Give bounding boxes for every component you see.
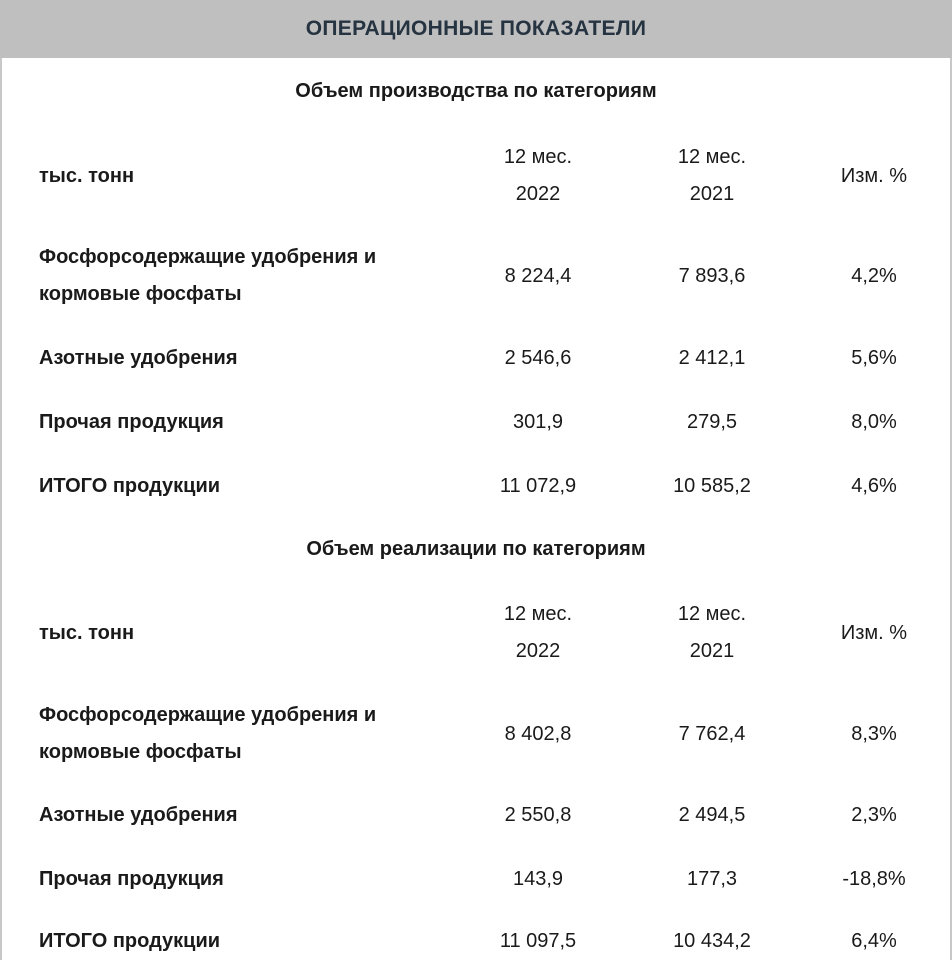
value-2022: 2 546,6	[504, 347, 572, 369]
unit-label: тыс. тонн	[39, 621, 135, 644]
value-2021: 2 412,1	[678, 347, 746, 369]
row-label	[39, 239, 459, 313]
table-row	[0, 797, 952, 834]
row-label: ИТОГО продукции	[39, 930, 221, 952]
row-label-line: Фосфорсодержащие удобрения и	[39, 246, 377, 268]
value-2021: 177,3	[686, 868, 738, 890]
column-header-year: 2021	[689, 640, 735, 662]
column-header-2022	[462, 139, 614, 213]
table-row	[0, 404, 952, 441]
value-2022: 11 072,9	[499, 475, 577, 497]
value-2021: 7 893,6	[678, 264, 746, 287]
table-header-row	[0, 139, 952, 213]
column-header-2022	[462, 596, 614, 670]
column-header-period: 12 мес.	[677, 146, 747, 168]
row-label-line: кормовые фосфаты	[39, 741, 242, 763]
column-header-year: 2021	[689, 183, 735, 205]
value-2022: 143,9	[512, 868, 564, 890]
section-title-sales: Объем реализации по категориям	[306, 538, 646, 560]
value-change: 8,3%	[851, 722, 897, 745]
column-header-2021	[636, 596, 788, 670]
row-label: Азотные удобрения	[39, 347, 238, 369]
row-label: Прочая продукция	[39, 411, 224, 433]
value-change: 8,0%	[851, 411, 897, 433]
column-header-change: Изм. %	[840, 164, 908, 187]
value-change: 5,6%	[851, 347, 897, 369]
value-2022: 8 224,4	[504, 264, 572, 287]
row-label: ИТОГО продукции	[39, 475, 221, 497]
value-2021: 279,5	[686, 411, 738, 433]
column-header-2021	[636, 139, 788, 213]
column-header-period: 12 мес.	[503, 146, 573, 168]
section-title-production: Объем производства по категориям	[295, 80, 657, 102]
row-label: Азотные удобрения	[39, 804, 238, 826]
column-header-year: 2022	[515, 640, 561, 662]
table-row	[0, 861, 952, 898]
value-2021: 10 585,2	[673, 475, 751, 497]
value-2022: 11 097,5	[499, 930, 577, 952]
unit-label: тыс. тонн	[39, 164, 135, 187]
column-header-change: Изм. %	[840, 621, 908, 644]
page-title: ОПЕРАЦИОННЫЕ ПОКАЗАТЕЛИ	[305, 17, 647, 40]
value-change: 4,2%	[851, 264, 897, 287]
table-row-total	[0, 468, 952, 505]
value-2022: 8 402,8	[504, 722, 572, 745]
header-bar	[0, 0, 952, 58]
value-change: -18,8%	[842, 868, 906, 890]
value-2021: 10 434,2	[673, 930, 751, 952]
table-row	[0, 239, 952, 313]
table-row	[0, 340, 952, 377]
value-change: 4,6%	[851, 475, 897, 497]
value-2022: 301,9	[512, 411, 564, 433]
value-change: 2,3%	[851, 804, 897, 826]
column-header-period: 12 мес.	[677, 603, 747, 625]
value-2021: 7 762,4	[678, 722, 746, 745]
table-row	[0, 697, 952, 771]
row-label: Прочая продукция	[39, 868, 224, 890]
value-change: 6,4%	[851, 930, 897, 952]
value-2021: 2 494,5	[678, 804, 746, 826]
column-header-period: 12 мес.	[503, 603, 573, 625]
column-header-year: 2022	[515, 183, 561, 205]
row-label-line: Фосфорсодержащие удобрения и	[39, 704, 377, 726]
table-row-total	[0, 923, 952, 960]
row-label-line: кормовые фосфаты	[39, 283, 242, 305]
row-label	[39, 697, 459, 771]
value-2022: 2 550,8	[504, 804, 572, 826]
table-header-row	[0, 596, 952, 670]
